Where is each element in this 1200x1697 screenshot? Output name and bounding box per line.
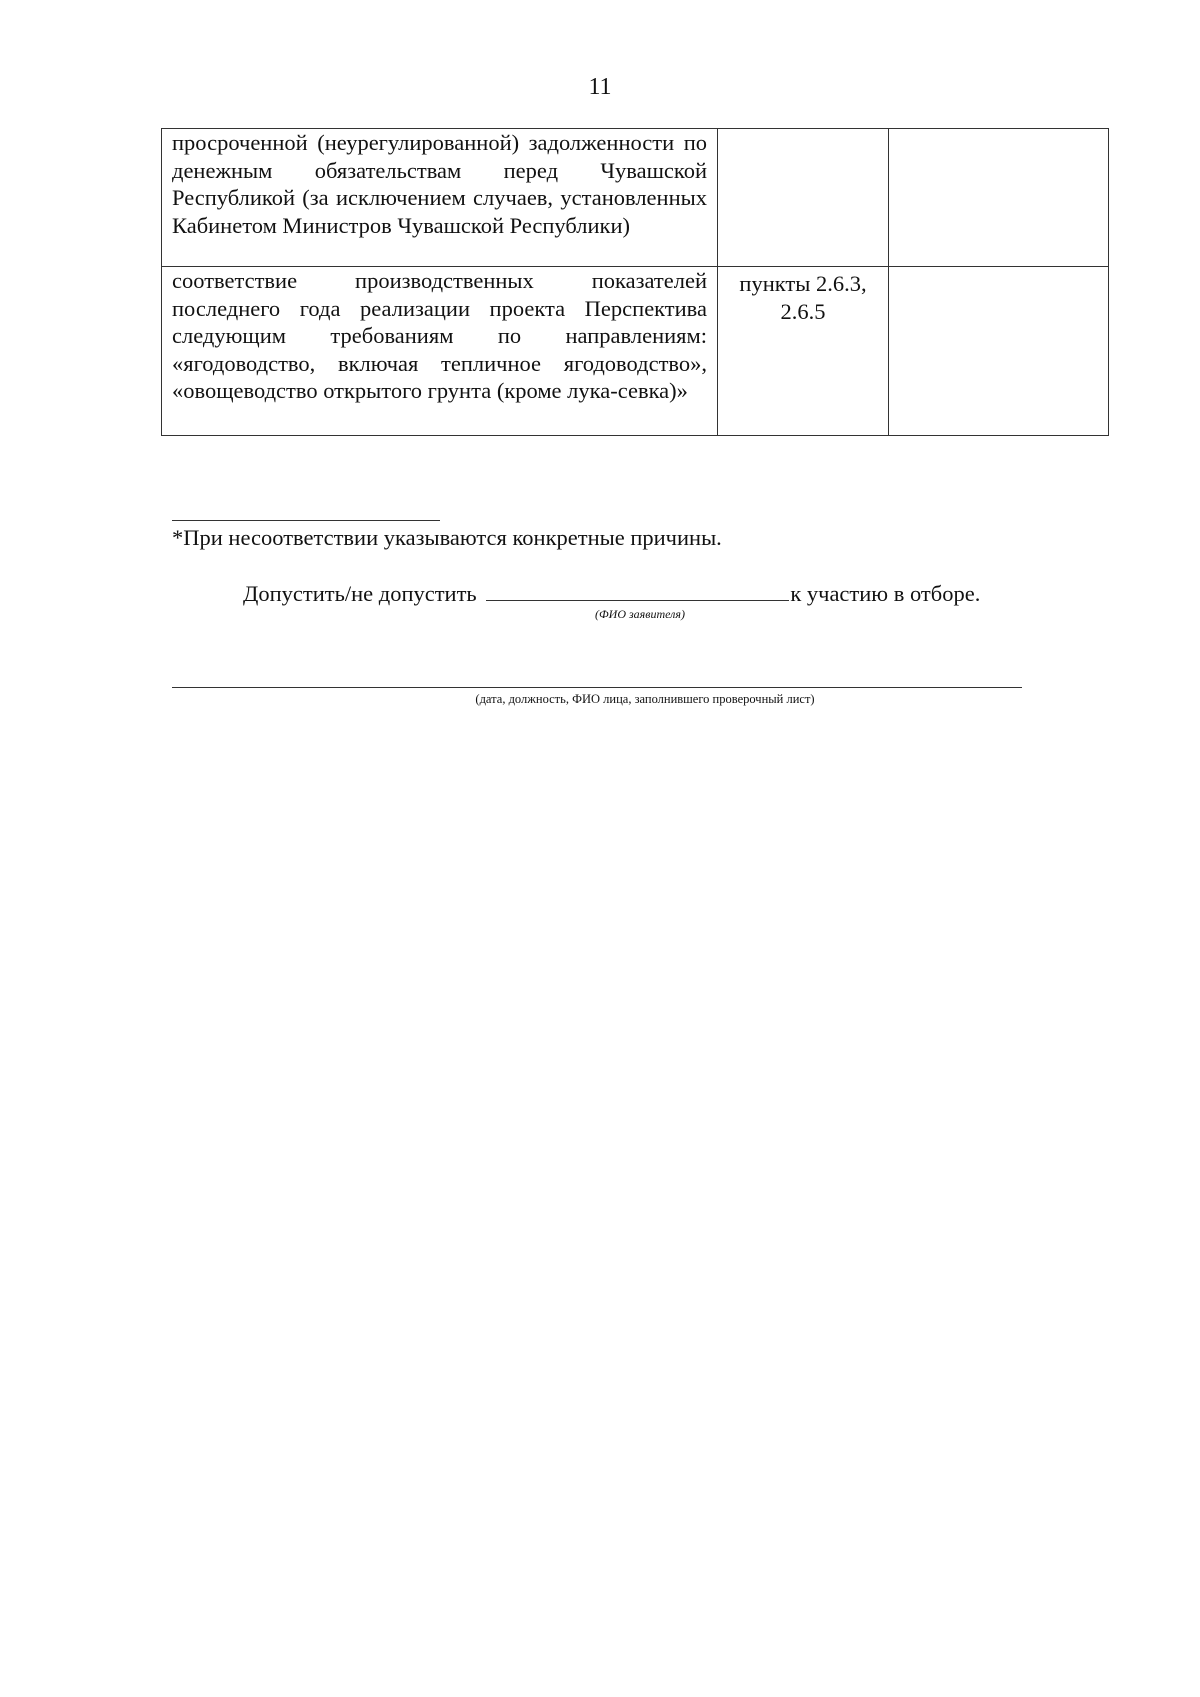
requirement-text: соответствие производственных показателей последнего года реализации проекта Перспектива следующим требованиям по направлениям: «ягодоводство, включая тепличное ягодоводство», «овощеводство открытого грунта (кроме лука-севка)» (172, 268, 707, 404)
footnote-separator (172, 520, 440, 521)
decision-prefix: Допустить/не допустить (243, 581, 477, 606)
applicant-caption: (ФИО заявителя) (595, 607, 685, 621)
checklist-table (161, 128, 1109, 436)
signature-caption: (дата, должность, ФИО лица, заполнившего проверочный лист) (475, 692, 815, 706)
table-row (162, 129, 1109, 267)
requirement-text: просроченной (неурегулированной) задолженности по денежным обязательствам перед Чувашской Республикой (за исключением случаев, установленных Кабинетом Министров Чувашской Республики) (172, 130, 707, 238)
reference-cell (718, 267, 889, 436)
decision-suffix: к участию в отборе. (790, 581, 981, 606)
mark-cell (889, 129, 1109, 267)
requirement-cell (162, 129, 718, 267)
mark-cell (889, 267, 1109, 436)
reference-text: пункты 2.6.3, 2.6.5 (739, 271, 867, 324)
page-number: 11 (588, 74, 612, 100)
table-row (162, 267, 1109, 436)
applicant-name-blank (486, 580, 789, 601)
decision-line (243, 580, 980, 608)
reference-cell (718, 129, 889, 267)
footnote-text: *При несоответствии указываются конкретные причины. (172, 525, 722, 550)
requirement-cell (162, 267, 718, 436)
signature-line (172, 687, 1022, 688)
